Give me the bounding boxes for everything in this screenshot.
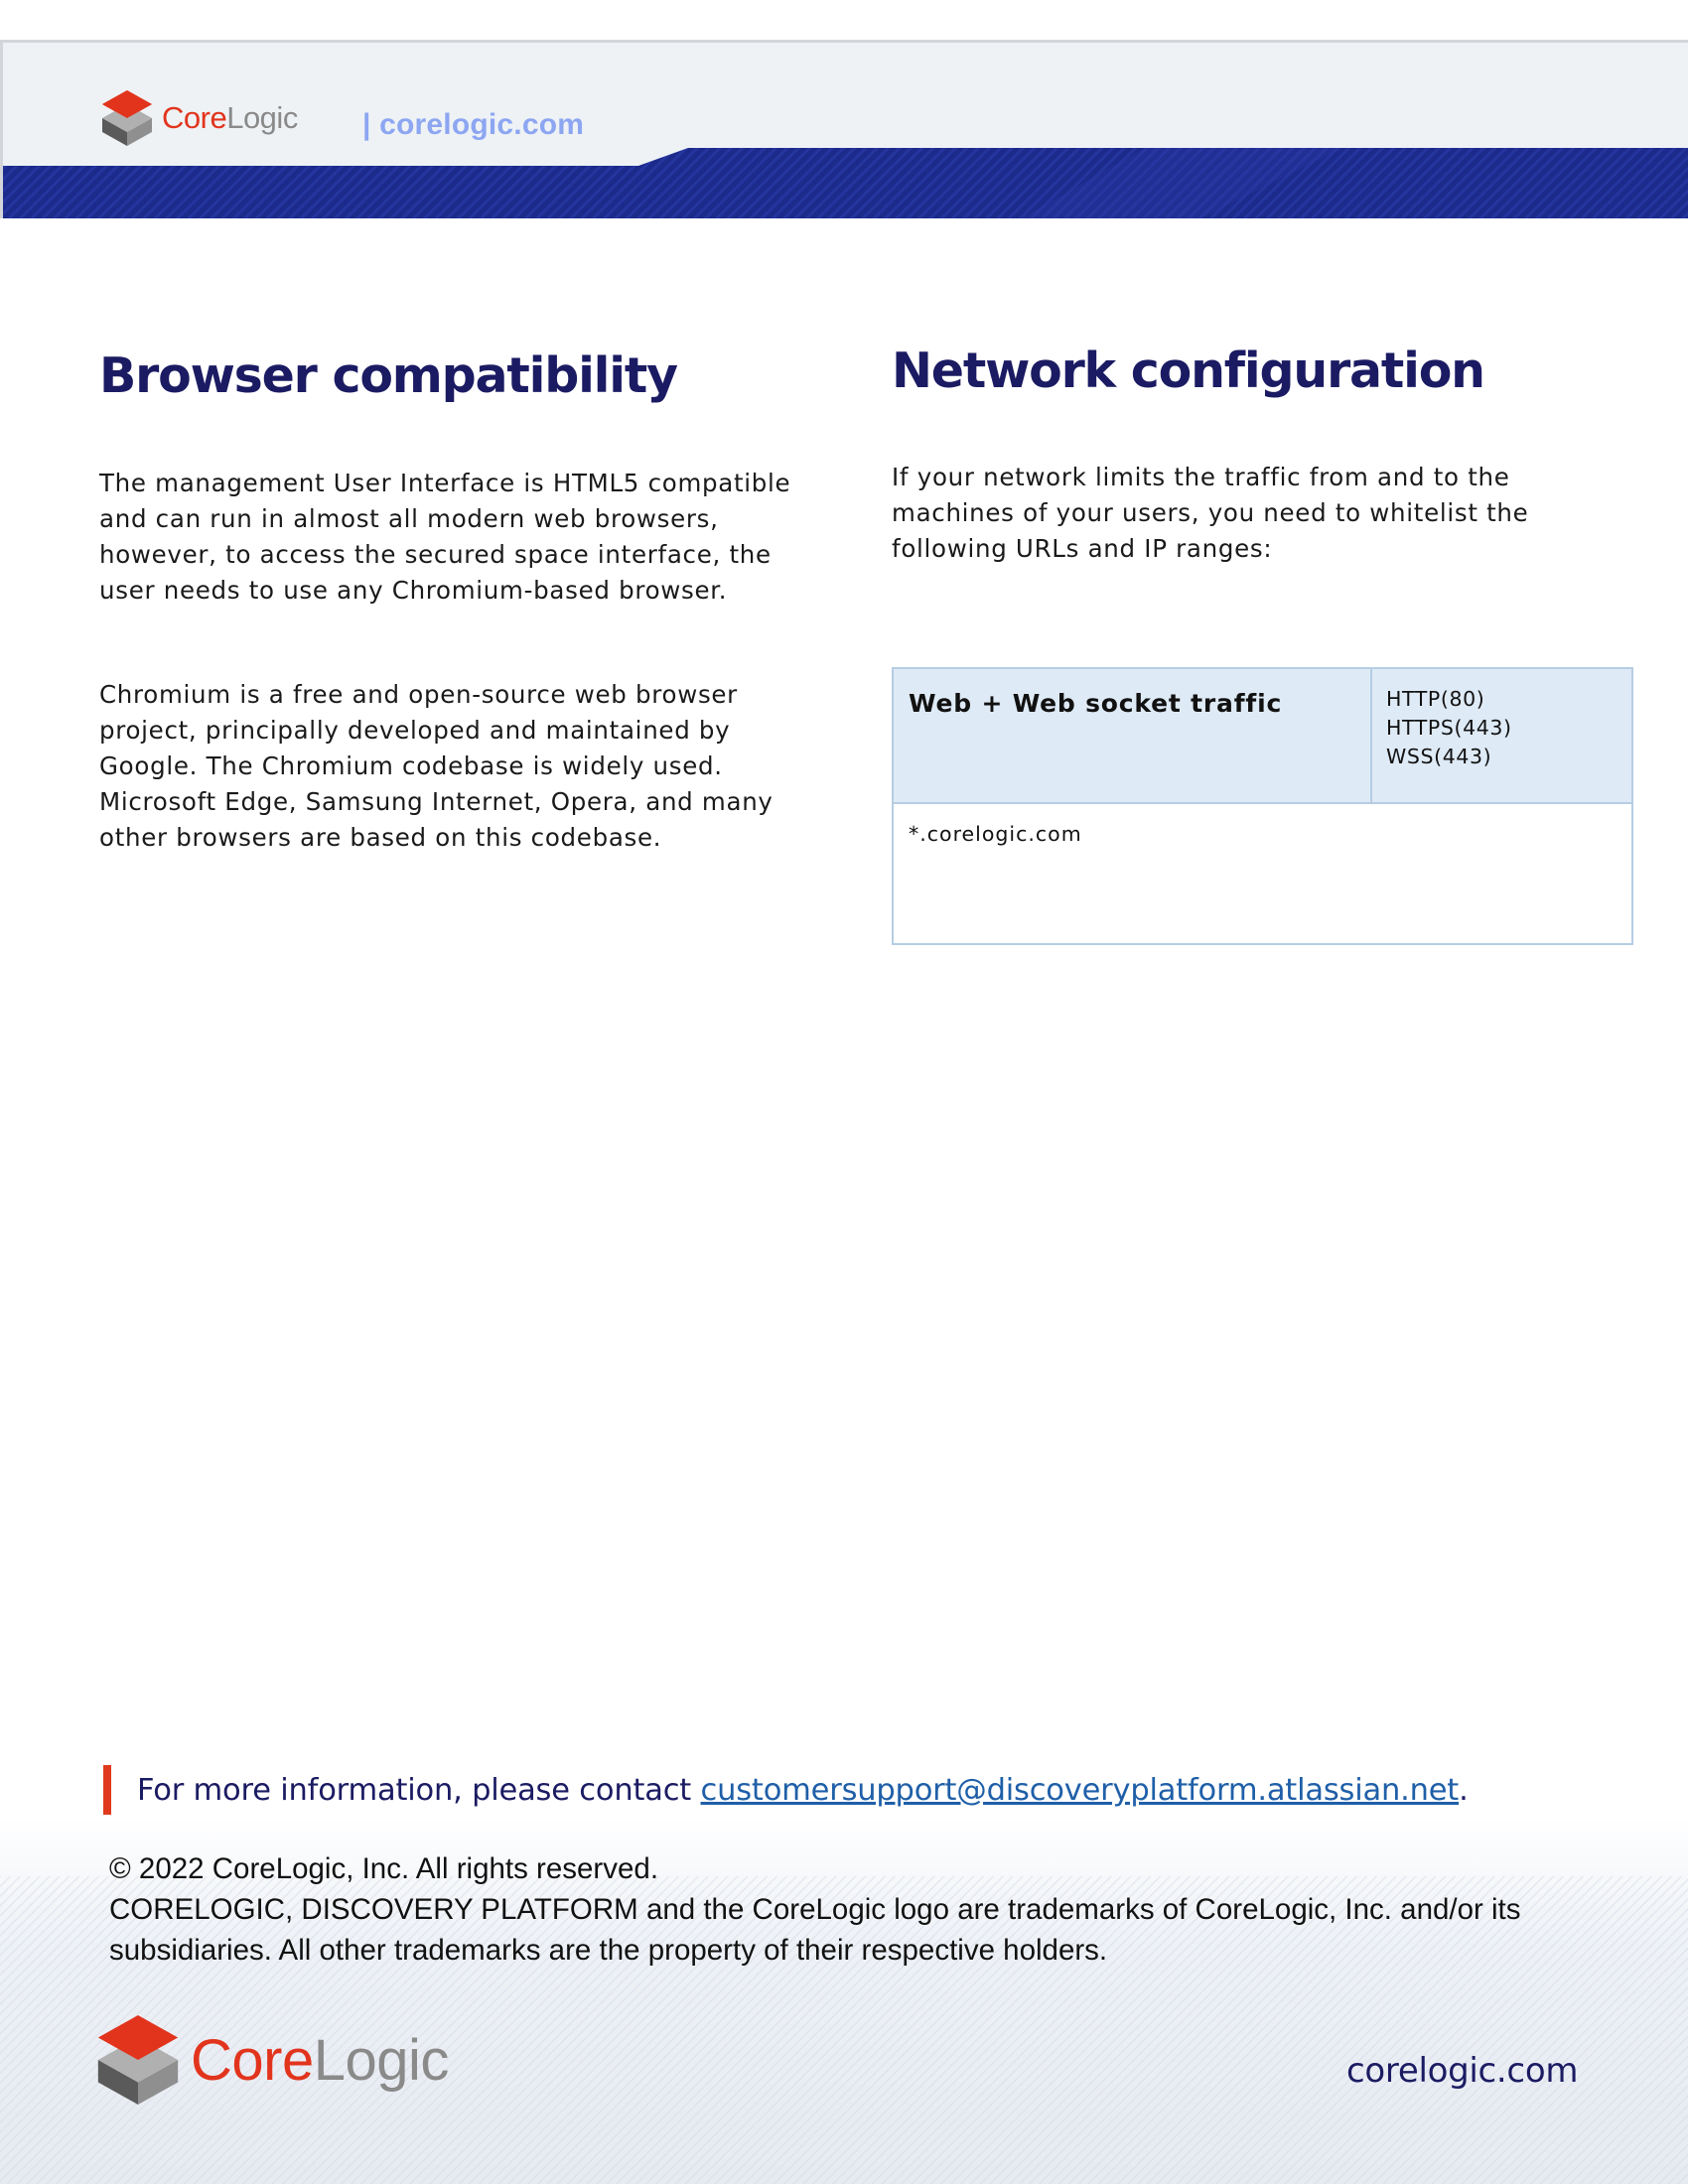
trademark-text-2: subsidiaries. All other trademarks are the property of their respective holders. xyxy=(109,1934,1108,1967)
corelogic-cube-icon xyxy=(97,2015,179,2105)
corelogic-cube-icon xyxy=(102,90,152,146)
contact-suffix: . xyxy=(1459,1773,1469,1808)
footer-website-link[interactable]: corelogic.com xyxy=(1346,2051,1579,2091)
network-configuration-title: Network configuration xyxy=(892,342,1484,399)
url-cell: *.corelogic.com xyxy=(893,803,1632,944)
table-header-row xyxy=(893,668,1632,803)
contact-prefix: For more information, please contact xyxy=(137,1773,701,1808)
header-logo[interactable] xyxy=(102,90,298,146)
contact-line xyxy=(137,1773,1469,1808)
footer-logo[interactable] xyxy=(97,2015,449,2105)
protocols-cell xyxy=(1371,668,1632,803)
traffic-type-cell: Web + Web socket traffic xyxy=(893,668,1371,803)
network-intro: If your network limits the traffic from and to the machines of your users, you need to whitelist the following URLs and IP ranges: xyxy=(892,463,1529,563)
trademark-text-1: CORELOGIC, DISCOVERY PLATFORM and the CoreLogic logo are trademarks of CoreLogic, Inc. and/or its xyxy=(109,1893,1521,1926)
protocol-item: WSS(443) xyxy=(1386,745,1492,768)
legal-notice xyxy=(109,1848,1521,1971)
footer-logo-text: CoreLogic xyxy=(191,2027,449,2093)
header-website-link[interactable]: | corelogic.com xyxy=(362,108,585,141)
page-header xyxy=(0,40,1688,218)
header-logo-text: CoreLogic xyxy=(162,100,298,135)
contact-accent-bar xyxy=(103,1765,111,1815)
support-email-link[interactable]: customersupport@discoveryplatform.atlassian.net xyxy=(700,1773,1460,1808)
network-whitelist-table xyxy=(892,667,1633,945)
protocol-item: HTTP(80) xyxy=(1386,687,1485,711)
copyright-text: © 2022 CoreLogic, Inc. All rights reserved. xyxy=(109,1852,659,1885)
browser-paragraph-1: The management User Interface is HTML5 compatible and can run in almost all modern web browsers, however, to access the secured space interface, the user needs to use any Chromium-based browser. xyxy=(99,469,791,605)
browser-paragraph-2: Chromium is a free and open-source web browser project, principally developed and maintained by Google. The Chromium codebase is widely used. Microsoft Edge, Samsung Internet, Opera, and many other browsers are based on this codebase. xyxy=(99,680,774,852)
protocol-item: HTTPS(443) xyxy=(1386,716,1512,740)
browser-compatibility-title: Browser compatibility xyxy=(99,347,677,404)
table-row xyxy=(893,803,1632,944)
